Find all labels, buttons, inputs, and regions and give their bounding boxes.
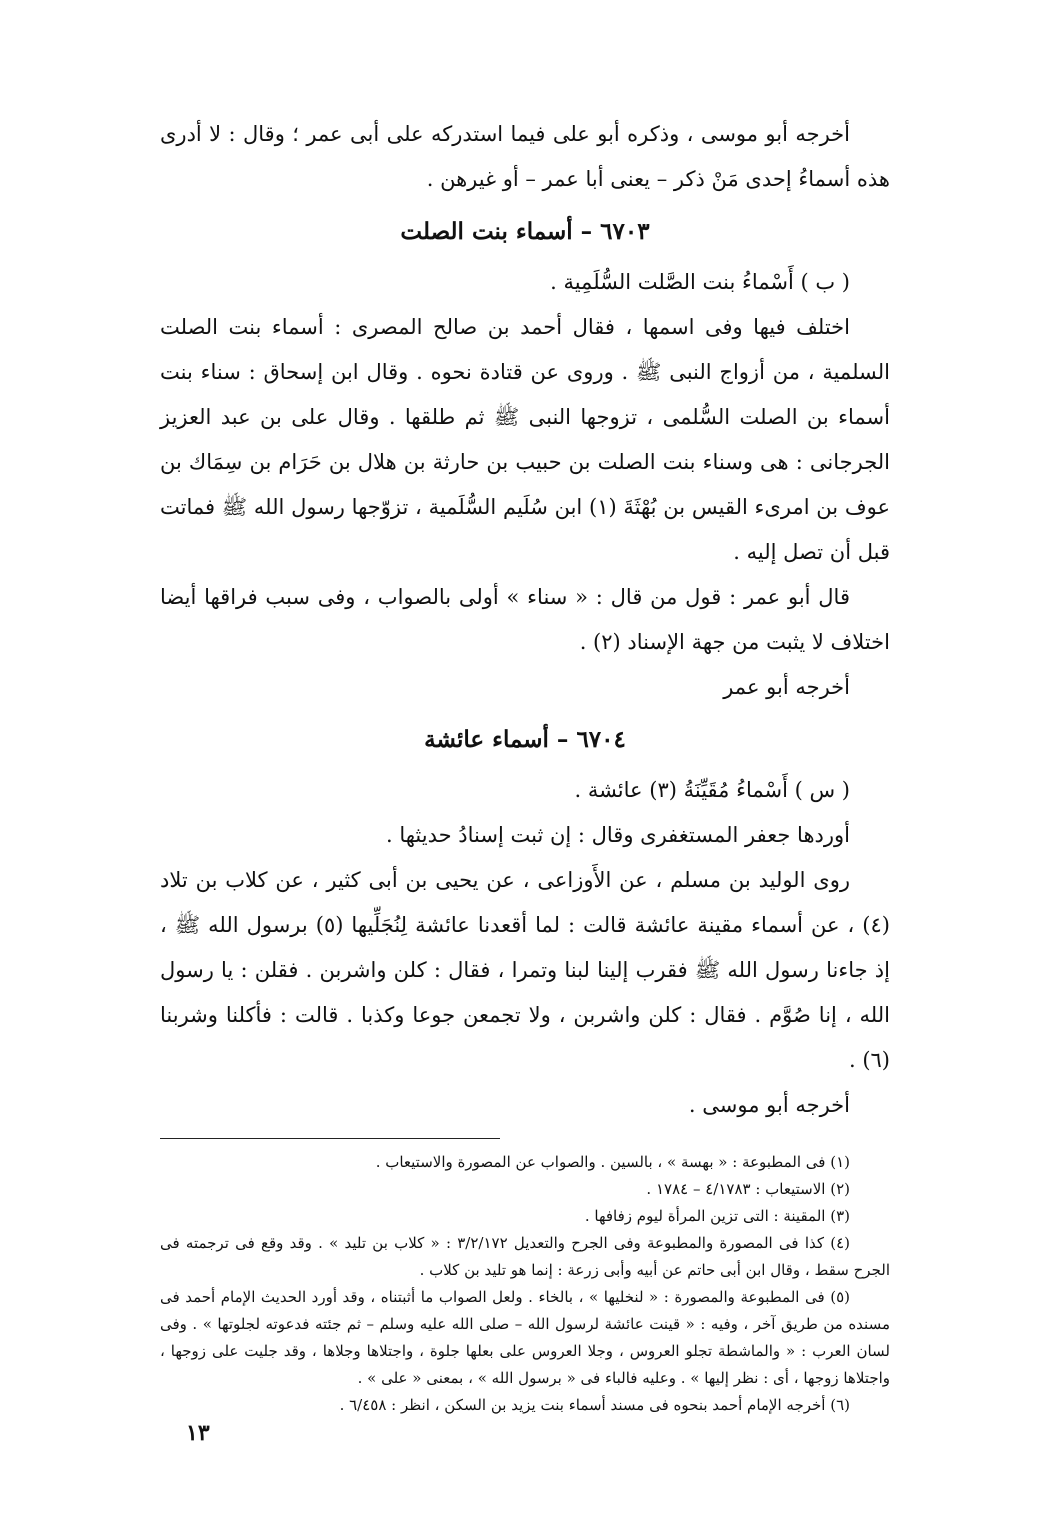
paragraph-4: قال أبو عمر : قول من قال : « سناء » أولى بالصواب ، وفى سبب فراقها أيضا اختلاف لا يثبت من جهة الإسناد (٢) . <box>160 585 890 654</box>
footnotes <box>160 1149 890 1419</box>
paragraph-9: أخرجه أبو موسى . <box>688 1093 850 1117</box>
footnote-divider <box>160 1138 500 1139</box>
paragraph-6: ( س ) أَسْماءُ مُقَيِّنَةُ (٣) عائشة . <box>574 778 850 802</box>
footnote-2: (٢) الاستيعاب : ٤/١٧٨٣ – ١٧٨٤ . <box>646 1180 850 1198</box>
paragraph-5: أخرجه أبو عمر <box>723 675 850 699</box>
page-content <box>160 112 890 1419</box>
footnote-1: (١) فى المطبوعة : « بهسة » ، بالسين . والصواب عن المصورة والاستيعاب . <box>375 1153 850 1171</box>
page-number: ١٣ <box>186 1420 210 1446</box>
footnote-6: (٦) أخرجه الإمام أحمد بنحوه فى مسند أسماء بنت يزيد بن السكن ، انظر : ٦/٤٥٨ . <box>339 1396 850 1414</box>
paragraph-3: اختلف فيها وفى اسمها ، فقال أحمد بن صالح المصرى : أسماء بنت الصلت السلمية ، من أزواج النبى ﷺ . وروى عن قتادة نحوه . وقال ابن إسحاق : سناء بنت أسماء بن الصلت السُّلمى ، تزوجها النبى ﷺ ثم طلقها . وقال على بن عبد العزيز الجرجانى : هى وسناء بنت الصلت بن حبيب بن حارثة بن هلال بن حَرَام بن سِمَاك بن عوف بن امرىء القيس بن بُهْثَةَ (١) ابن سُلَيم السُّلَمية ، تزوّجها رسول الله ﷺ فماتت قبل أن تصل إليه . <box>160 315 891 564</box>
paragraph-7: أوردها جعفر المستغفرى وقال : إن ثبت إسنادُ حديثها . <box>386 823 850 847</box>
paragraph-1: أخرجه أبو موسى ، وذكره أبو على فيما استدركه على أبى عمر ؛ وقال : لا أدرى هذه أسماءُ إحدى مَنْ ذكر – يعنى أبا عمر – أو غيرهن . <box>160 122 890 191</box>
footnote-3: (٣) المقينة : التى تزين المرأة ليوم زفافها . <box>584 1207 850 1225</box>
paragraph-2: ( ب ) أَسْماءُ بنت الصَّلت السُّلَمِية . <box>550 270 850 294</box>
paragraph-8: روى الوليد بن مسلم ، عن الأَوزاعى ، عن يحيى بن أبى كثير ، عن كلاب بن تلاد (٤) ، عن أسماء مقينة عائشة قالت : لما أقعدنا عائشة لِنُجَلِّيها (٥) برسول الله ﷺ ، إذ جاءنا رسول الله ﷺ فقرب إلينا لبنا وتمرا ، فقال : كلن واشربن . فقلن : يا رسول الله ، إنا صُوَّم . فقال : كلن واشربن ، ولا تجمعن جوعا وكذبا . قالت : فأكلنا وشربنا (٦) . <box>160 868 890 1072</box>
footnote-4: (٤) كذا فى المصورة والمطبوعة وفى الجرح والتعديل ٣/٢/١٧٢ : « كلاب بن تليد » . وقد وقع فى ترجمته فى الجرح سقط ، وقال ابن أبى حاتم عن أبيه وأبى زرعة : إنما هو تليد بن كلاب . <box>160 1234 890 1279</box>
footnote-rule-wrap <box>160 1138 890 1139</box>
entry-heading-6703: ٦٧٠٣ – أسماء بنت الصلت <box>400 218 650 245</box>
footnote-5: (٥) فى المطبوعة والمصورة : « لنخليها » ، بالخاء . ولعل الصواب ما أثبتناه ، وقد أورد الحديث الإمام أحمد فى مسنده من طريق آخر ، وفيه : « قينت عائشة لرسول الله – صلى الله عليه وسلم – ثم جئته فدعوته لجلوتها » . وفى لسان العرب : « والماشطة تجلو العروس ، وجلا العروس على بعلها جلوة ، واجتلاها وجلاها ، وقد جليت على زوجها ، واجتلاها زوجها ، أى : نظر إليها » . وعليه فالباء فى « برسول الله » ، بمعنى « على » . <box>160 1288 890 1387</box>
entry-heading-6704: ٦٧٠٤ – أسماء عائشة <box>424 726 626 753</box>
